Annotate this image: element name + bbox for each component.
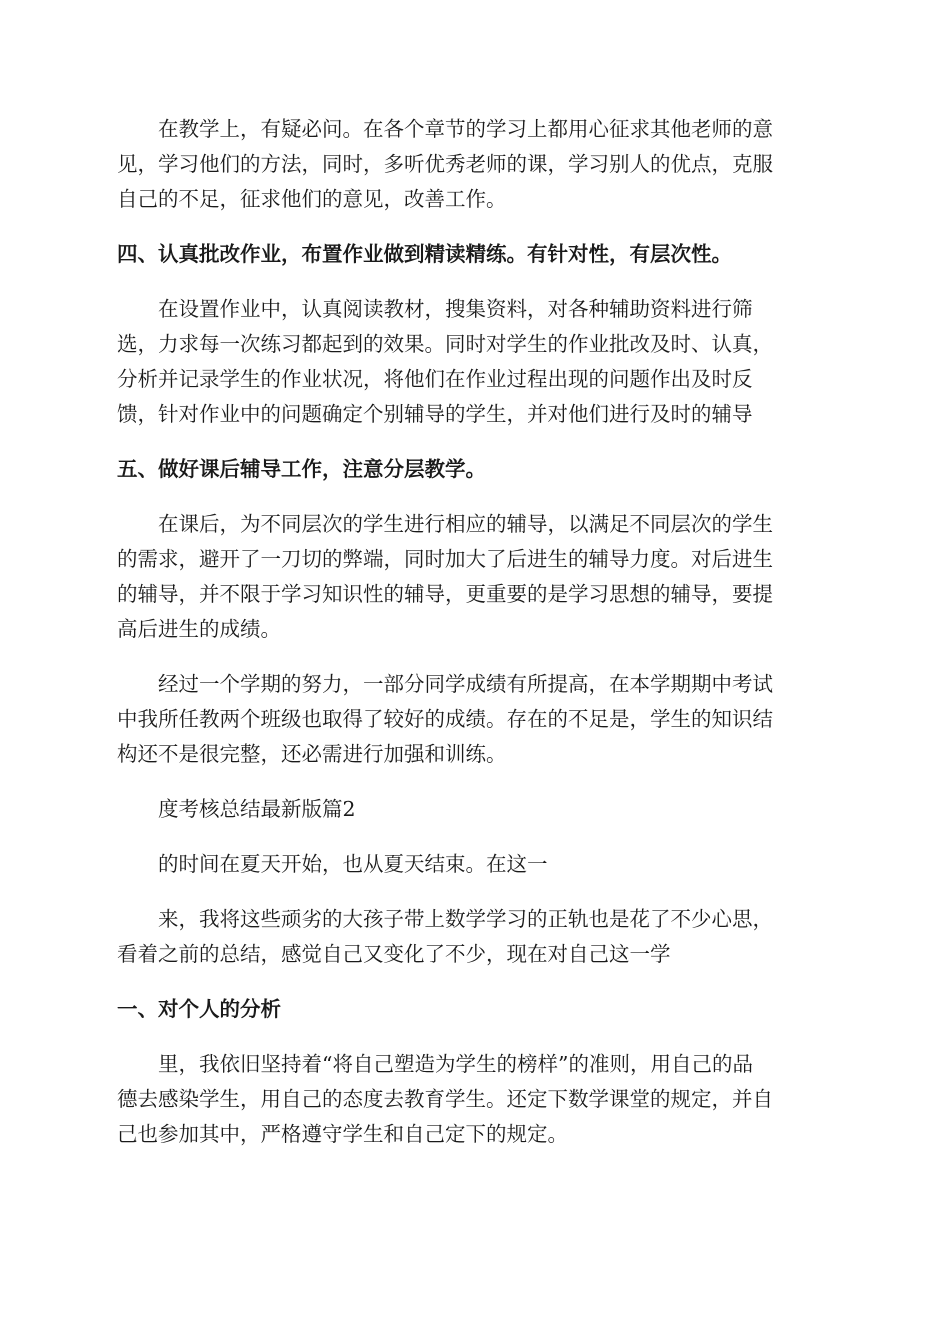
paragraph-students	[117, 902, 833, 972]
paragraph-summer	[117, 847, 833, 882]
section-heading-personal-analysis: 一、对个人的分析	[117, 997, 281, 1021]
paragraph-part-title	[117, 792, 833, 827]
text-line: 分析并记录学生的作业状况，将他们在作业过程出现的问题作出及时反	[117, 367, 753, 391]
text-line: 看着之前的总结，感觉自己又变化了不少，现在对自己这一学	[117, 942, 671, 966]
paragraph-teaching-questions	[117, 112, 833, 217]
text-line: 馈，针对作业中的问题确定个别辅导的学生，并对他们进行及时的辅导	[117, 402, 753, 426]
text-line: 在教学上，有疑必问。在各个章节的学习上都用心征求其他老师的意	[158, 117, 773, 141]
document-body	[117, 112, 833, 1172]
text-line: 度考核总结最新版篇2	[158, 797, 356, 821]
text-line: 构还不是很完整，还必需进行加强和训练。	[117, 742, 507, 766]
text-line: 中我所任教两个班级也取得了较好的成绩。存在的不足是，学生的知识结	[117, 707, 773, 731]
text-line: 在设置作业中，认真阅读教材，搜集资料，对各种辅助资料进行筛	[158, 297, 753, 321]
paragraph-role-model	[117, 1047, 833, 1152]
text-line: 在课后，为不同层次的学生进行相应的辅导，以满足不同层次的学生	[158, 512, 773, 536]
section-heading-homework: 四、认真批改作业，布置作业做到精读精练。有针对性，有层次性。	[117, 242, 732, 266]
paragraph-results	[117, 667, 833, 772]
text-line: 的需求，避开了一刀切的弊端，同时加大了后进生的辅导力度。对后进生	[117, 547, 773, 571]
text-line: 的时间在夏天开始，也从夏天结束。在这一	[158, 852, 548, 876]
text-line: 的辅导，并不限于学习知识性的辅导，更重要的是学习思想的辅导，要提	[117, 582, 773, 606]
text-line: 己也参加其中，严格遵守学生和自己定下的规定。	[117, 1122, 568, 1146]
paragraph-tutoring	[117, 507, 833, 647]
text-line: 自己的不足，征求他们的意见，改善工作。	[117, 187, 507, 211]
text-line: 德去感染学生，用自己的态度去教育学生。还定下数学课堂的规定，并自	[117, 1087, 773, 1111]
text-line: 里，我依旧坚持着“将自己塑造为学生的榜样”的准则，用自己的品	[158, 1052, 753, 1076]
text-line: 来，我将这些顽劣的大孩子带上数学学习的正轨也是花了不少心思，	[158, 907, 773, 931]
text-line: 选，力求每一次练习都起到的效果。同时对学生的作业批改及时、认真，	[117, 332, 773, 356]
text-line: 见，学习他们的方法，同时，多听优秀老师的课，学习别人的优点，克服	[117, 152, 773, 176]
text-line: 经过一个学期的努力，一部分同学成绩有所提高，在本学期期中考试	[158, 672, 773, 696]
text-line: 高后进生的成绩。	[117, 617, 281, 641]
section-heading-tutoring: 五、做好课后辅导工作，注意分层教学。	[117, 457, 486, 481]
paragraph-homework	[117, 292, 833, 432]
